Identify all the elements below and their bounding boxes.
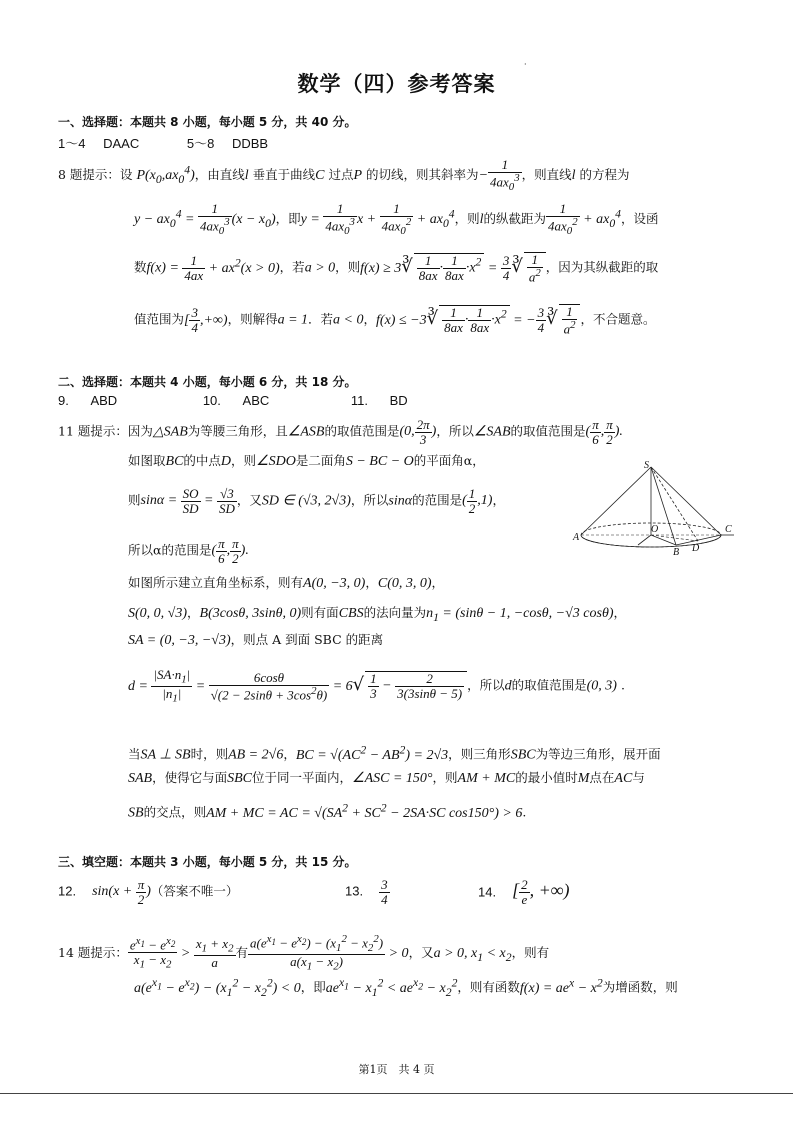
math: $ae^{x_1} - x_1^2 < ae^{x_2} - x_2^2$ (325, 976, 458, 999)
label-d: D (692, 543, 700, 554)
text: ，则三角形 (448, 746, 511, 762)
hint11-line10 (128, 772, 645, 786)
math: $y - ax_0^4$ = (134, 207, 198, 230)
math: ∠SDO (256, 454, 296, 469)
math: ( $\frac{\pi}{6}$ , $\frac{\pi}{2}$ ). (585, 417, 623, 447)
math: D (220, 454, 232, 469)
text: ，所以 (436, 423, 474, 439)
hint14-line2 (134, 977, 678, 998)
section2-answer-row (58, 393, 408, 408)
page-footer: 第1页 共 4 页 (358, 1063, 435, 1076)
hint11-label: 11 题提示： (58, 423, 128, 439)
answer-note: （答案不唯一） (150, 883, 239, 899)
math: BC = $√(AC^2 - AB^2) = 2√3$ (295, 743, 449, 763)
math: B(3cosθ, 3sinθ, 0) (199, 606, 302, 621)
math: l (571, 167, 576, 183)
label-a: A (573, 532, 580, 543)
math: ∠ASC = 150° (352, 771, 433, 786)
text: 过点 (328, 166, 354, 182)
text: 为增函数，则 (602, 979, 678, 995)
text: 的法向量为 (363, 605, 427, 620)
text: ，不合题意。 (580, 311, 656, 327)
text: ，则有函数 (457, 979, 520, 995)
hint11-line6: S(0, 0, √3)，B(3cosθ, 3sinθ, 0)则有面CBS的法向量为$n_1 = (\sin\theta - 1$, −cosθ, −√3 cosθ)， (128, 605, 627, 624)
math: [ $\frac{3}{4}$ ,+∞) (184, 305, 228, 335)
dot-mark: · (524, 60, 527, 69)
math: y = (300, 211, 324, 227)
text: 的最小值时 (515, 770, 578, 785)
answer-13 (345, 878, 390, 906)
hint14-line1 (58, 934, 549, 973)
q10: 10. (202, 393, 221, 408)
section3-heading: 三、填空题：本题共 3 小题，每小题 5 分，共 15 分。 (58, 855, 357, 869)
math: AM + MC (457, 771, 516, 786)
math: l (479, 211, 484, 227)
a10: ABC (242, 393, 270, 408)
text: 则有面 (301, 605, 339, 620)
math: $\frac{e^{x_1} - e^{x_2}}{x_1 - x_2}$ > $\frac{x_1 + x_2}{a}$ (129, 935, 234, 971)
text: 与 (632, 770, 645, 785)
text: 数 (134, 259, 147, 275)
math: d (504, 678, 512, 694)
fraction: $\frac{1}{4ax_0^2}$ (381, 201, 412, 237)
math: SD ∈ (√3, 2√3) (261, 493, 351, 509)
fraction: $\frac{1}{4ax}$ (184, 252, 204, 283)
text: ，又 (236, 492, 262, 508)
hint11-line3 (128, 487, 505, 515)
math: ( $\frac{\pi}{6}$ , $\frac{\pi}{2}$ ). (211, 536, 249, 566)
hint11-line4 (128, 537, 249, 565)
math: f(x) = (146, 260, 183, 276)
text: 当 (128, 746, 141, 762)
q14: 14. (478, 884, 497, 900)
text: 因为 (127, 423, 153, 439)
bottom-rule (0, 1093, 793, 1094)
math: sin(x + $\frac{\pi}{2}$ ) (92, 877, 151, 907)
label-b: B (673, 547, 680, 558)
range2: 5～8 (186, 136, 215, 151)
math: SA ⊥ SB (140, 747, 191, 763)
math: P (353, 167, 363, 183)
text: ，若 (279, 259, 305, 275)
math: + $ax^2(x > 0)$ (205, 255, 280, 276)
math: − (478, 167, 489, 183)
text: 如图所示建立直角坐标系，则有 (128, 575, 304, 590)
text: 点在 (589, 770, 615, 785)
section2-heading: 二、选择题：本题共 4 小题，每小题 6 分，共 18 分。 (58, 375, 357, 389)
text: 的取值范围是 (324, 423, 400, 439)
hint8-line4: 值范围为[ $\frac{3}{4}$ ,+∞)，则解得a = 1．若a < 0，f(x) ≤ −3∛ $\frac{1}{8ax}$ · $\frac{1}{8ax}$ $\cdot x^2$ = − $\frac{3}{4}$ ∛ $\frac{1}{a^2}$ ，不合题意。 (134, 304, 656, 336)
math: a > 0 (304, 260, 336, 276)
answer-14 (478, 878, 570, 906)
math: ∠ASB (287, 424, 325, 440)
section1-heading: 一、选择题：本题共 8 小题，每小题 5 分，共 40 分。 (58, 115, 357, 129)
text: ，则 (454, 210, 480, 226)
text: 的切线，则其斜率为 (366, 166, 479, 182)
text: ，则直线 (521, 166, 572, 182)
text: ，所以 (467, 677, 505, 693)
text: ，即 (300, 979, 326, 995)
math: SA = (0, −3, −√3) (128, 633, 231, 648)
fraction: $\frac{1}{4ax_0^3}$ (199, 201, 230, 237)
text: ，则 (335, 259, 361, 275)
math: l (244, 167, 249, 183)
math: $n_1 = (\sin\theta - 1$, −cosθ, −√3 cosθ) (426, 606, 614, 624)
text: 如图取 (128, 453, 166, 468)
math: (0, $\frac{2\pi}{3}$ ) (399, 417, 437, 447)
math: sinα = $\frac{SO}{SD}$ = $\frac{√3}{SD}$ (140, 486, 235, 516)
hint11-line11: SB的交点，则AM + MC = AC = $√(SA^2 + SC^2 - 2SA\cdot SC$ cos150°) > 6. (128, 801, 527, 821)
text: 有 (235, 944, 249, 960)
range1: 1～4 (58, 136, 86, 151)
math: CBS (338, 606, 364, 621)
label-o: O (651, 524, 659, 535)
answers1: DAAC (103, 136, 140, 151)
math: (0, 3) (586, 678, 617, 694)
cone-base-front (581, 535, 721, 547)
text: 的取值范围是 (511, 677, 587, 693)
label-c: C (725, 524, 732, 535)
math: S − BC − O (345, 454, 414, 469)
math: ( $\frac{1}{2}$ ,1) (462, 486, 493, 516)
text: 的纵截距为 (483, 210, 547, 226)
hint11-line7 (128, 634, 383, 648)
label-s: S (644, 460, 649, 471)
page-title: 数学（四）参考答案 (297, 72, 496, 96)
hint8-line2 (134, 202, 658, 237)
text: ，因为其纵截距的取 (545, 259, 659, 275)
text: ，即 (275, 210, 301, 226)
math: x + (356, 211, 380, 227)
hint11-line8: d = $\frac{|SA\cdot n_1|}{|n_1|}$ = $\frac{6\cos\theta}{√(2 - 2\sin\theta + 3\cos^2\theta)}$ = 6√ $\frac{1}{3}$ − $\frac{2}{3(3\sin\theta - 5)}$ ，所以d的取值范围是(0, 3) . (128, 667, 625, 705)
hint11-line9: 当SA ⊥ SB时，则AB = 2√6，BC = $√(AC^2 - AB^2) = 2√3$，则三角形SBC为等边三角形，展开面 (128, 743, 661, 763)
math: ∠SAB (473, 424, 511, 440)
q11: 11. (350, 393, 368, 408)
hint14-label: 14 题提示： (58, 944, 128, 960)
text: ，则点 A 到面 SBC 的距离 (230, 632, 384, 647)
a11: BD (389, 393, 408, 408)
math: [ $\frac{2}{e}$ , +∞) (512, 877, 570, 907)
answer-12 (58, 878, 238, 906)
math: BC (165, 454, 184, 469)
text: 为等边三角形，展开面 (535, 746, 661, 762)
hint8-line3 (134, 252, 658, 284)
cone-figure (572, 455, 742, 560)
math: f(x) ≥ 3∛ $\frac{1}{8ax}$ · $\frac{1}{8ax}$ $\cdot x^2$ = $\frac{3}{4}$ ∛ $\frac{1}{a^2}$ (360, 261, 546, 276)
text: 为等腰三角形，且 (187, 423, 288, 439)
text: 时，则 (190, 746, 229, 762)
math: SBC (510, 747, 536, 763)
math: d = $\frac{|SA\cdot n_1|}{|n_1|}$ = $\frac{6\cos\theta}{√(2 - 2\sin\theta + 3\cos^2\theta)}$ = 6√ $\frac{1}{3}$ − $\frac{2}{3(3\sin\theta - 5)}$ (128, 679, 467, 694)
math: + $ax_0^4$ (579, 207, 621, 230)
math: $f(x) = ae^x - x^2$ (519, 976, 603, 996)
text: ，由直线 (194, 166, 245, 182)
fraction: $\frac{1}{4ax_0^2}$ (548, 201, 578, 237)
math: C(0, 3, 0) (377, 576, 432, 591)
q12: 12. (58, 883, 77, 899)
text: 是二面角 (295, 453, 346, 468)
hint11-line1 (58, 418, 623, 446)
text: ，则解得 (227, 311, 278, 327)
hint8-line1 (58, 158, 630, 193)
math: SBC (227, 771, 253, 786)
text: ，设函 (620, 210, 659, 226)
math: f(x) ≤ −3∛ $\frac{1}{8ax}$ · $\frac{1}{8ax}$ $\cdot x^2$ = − $\frac{3}{4}$ ∛ $\frac{1}{a^2}$ (376, 313, 580, 328)
math: a < 0 (333, 312, 364, 328)
math: AC (614, 771, 633, 786)
math: sinα (388, 493, 413, 509)
text: 的交点，则 (143, 804, 207, 820)
text: ，所以 (350, 492, 389, 508)
text: 则 (128, 492, 141, 508)
a9: ABD (90, 393, 118, 408)
math: $\frac{a(e^{x_1} - e^{x_2}) - (x_1^2 - x_2^2)}{a(x_1 - x_2)}$ > 0 (250, 933, 409, 973)
fraction: $\frac{1}{4ax_0^3}$ (490, 157, 520, 193)
text: 的取值范围是 (510, 423, 586, 439)
text: ．若 (308, 311, 334, 327)
hint11-line2 (128, 455, 485, 469)
text: ，则 (231, 453, 257, 468)
text: 值范围为 (134, 311, 185, 327)
q9: 9. (58, 393, 69, 408)
math: a > 0, $x_1 < x_2$ (433, 945, 512, 964)
math: SAB (128, 771, 153, 786)
q13: 13. (345, 883, 364, 899)
axis-x (638, 535, 651, 545)
hint11-line5: 如图所示建立直角坐标系，则有A(0, −3, 0)，C(0, 3, 0)， (128, 575, 445, 591)
text: 的方程为 (579, 166, 630, 182)
text: 的平面角α， (413, 453, 485, 468)
math: A(0, −3, 0) (303, 576, 366, 591)
text: 的中点 (183, 453, 221, 468)
math: a = 1 (277, 312, 309, 328)
text: 的范围是 (412, 492, 463, 508)
text: 所以α的范围是 (128, 542, 212, 558)
math: $\frac{3}{4}$ (381, 877, 388, 907)
math: AM + MC = AC = $√(SA^2 + SC^2 - 2SA\cdot SC$ cos150°) > 6 (206, 801, 523, 821)
answers2: DDBB (231, 136, 269, 151)
math: $(x - x_0)$ (231, 211, 276, 230)
math: S(0, 0, √3) (128, 606, 188, 621)
text: ， (492, 492, 505, 508)
math: C (315, 167, 325, 183)
math: SB (128, 805, 144, 821)
text: ，使得它与面 (152, 770, 228, 785)
text: 设 (119, 166, 133, 182)
section1-answer-row (58, 133, 268, 152)
fraction: $\frac{1}{4ax_0^3}$ (325, 201, 355, 237)
math: △SAB (152, 424, 188, 440)
hint8-label: 8 题提示： (58, 166, 120, 182)
text: 位于同一平面内， (252, 770, 353, 785)
math: + $ax_0^4$ (413, 207, 455, 230)
text: ，则 (432, 770, 458, 785)
text: ，则有 (511, 944, 550, 960)
math: $P(x_0,ax_0^4)$ (136, 163, 195, 186)
text: 垂直于曲线 (252, 166, 316, 182)
math: M (577, 771, 590, 786)
text: ，又 (408, 944, 434, 960)
math: $a(e^{x_1} - e^{x_2}) - (x_1^2 - x_2^2) < 0$ (134, 976, 301, 999)
math: AB = 2√6 (228, 747, 284, 763)
